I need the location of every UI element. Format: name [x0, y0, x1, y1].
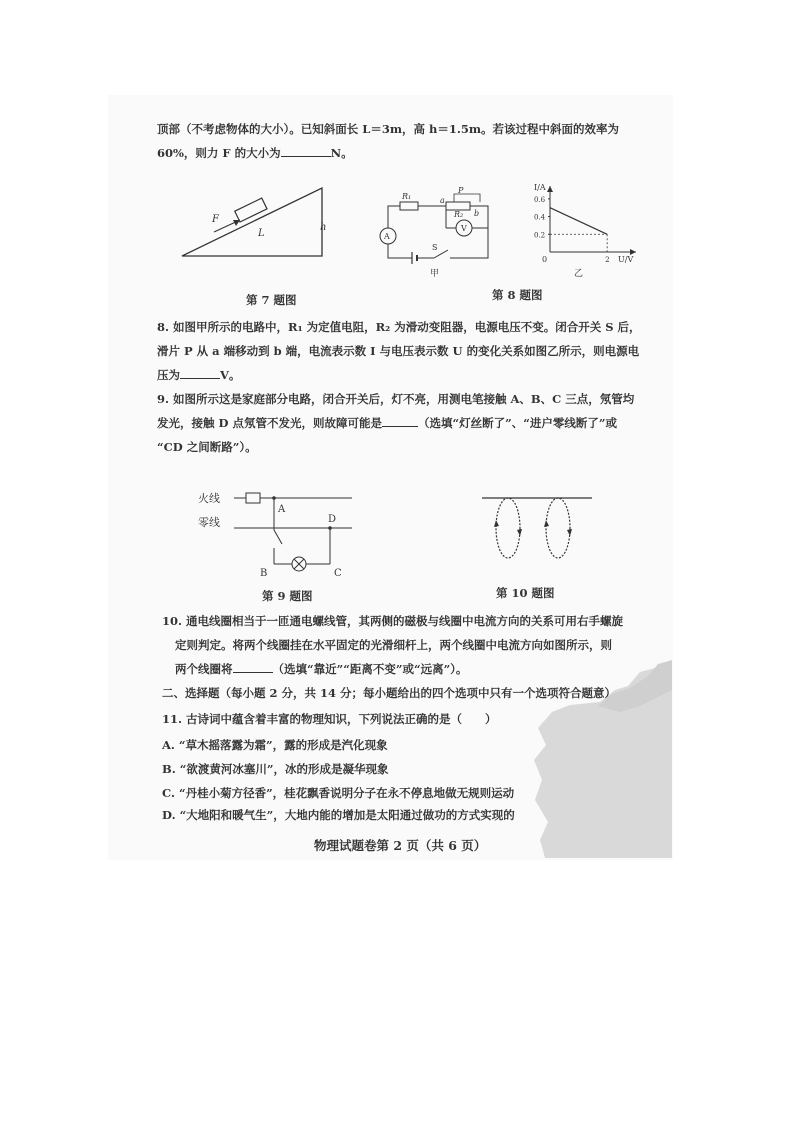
x-tick-label-1: 2 — [605, 256, 610, 264]
q8-line-3 — [157, 368, 240, 382]
q7-line-1: 顶部（不考虑物体的大小）。已知斜面长 L＝3m，高 h＝1.5m。若该过程中斜面的效率为 — [157, 122, 620, 136]
fig8-iu-graph — [532, 182, 640, 278]
q10-line-3 — [175, 662, 467, 676]
svg-text:A: A — [384, 232, 390, 241]
q10-line-1: 10. 通电线圈相当于一匝通电螺线管，其两侧的磁极与线圈中电流方向的关系可用右手螺旋 — [162, 614, 624, 628]
q11-stem: 11. 古诗词中蕴含着丰富的物理知识，下列说法正确的是（ ） — [162, 712, 497, 726]
y-tick-label-1: 0.4 — [534, 213, 546, 222]
q11-option-c[interactable]: C. “丹桂小菊方径香”，桂花飘香说明分子在永不停息地做无规则运动 — [162, 786, 515, 800]
coil-left — [496, 498, 520, 558]
svg-text:R₁: R₁ — [402, 192, 412, 201]
page-footer: 物理试题卷第 2 页（共 6 页） — [314, 838, 487, 853]
q9-answer-blank[interactable] — [382, 416, 418, 427]
fig8-circuit — [372, 186, 502, 278]
fig10-coils — [478, 490, 598, 570]
origin-label: 0 — [542, 255, 548, 264]
fig7-incline — [178, 182, 328, 262]
q9-text-b: （选填“灯丝断了”、“进户零线断了”或 — [417, 416, 617, 430]
q8-line-1: 8. 如图甲所示的电路中，R₁ 为定值电阻，R₂ 为滑动变阻器，电源电压不变。闭合开关 S 后， — [157, 320, 641, 334]
q9-line-3: “CD 之间断路”）。 — [157, 440, 257, 454]
fig10-caption: 第 10 题图 — [496, 586, 555, 600]
q7-answer-blank[interactable] — [281, 146, 331, 157]
x-axis-label: U/V — [618, 255, 634, 264]
y-tick-label-2: 0.2 — [534, 231, 546, 240]
svg-text:b: b — [474, 209, 480, 218]
y-axis-label: I/A — [534, 183, 546, 192]
svg-text:A: A — [278, 504, 286, 515]
svg-text:V: V — [461, 224, 467, 233]
section-2-heading: 二、选择题（每小题 2 分，共 14 分；每小题给出的四个选项中只有一个选项符合题意） — [162, 686, 617, 700]
q8-text-a: 压为 — [157, 368, 180, 382]
svg-text:R₂: R₂ — [454, 210, 464, 219]
svg-text:D: D — [328, 514, 337, 525]
incline-triangle — [182, 188, 322, 256]
block-on-incline — [235, 198, 267, 222]
q11-option-a[interactable]: A. “草木摇落露为霜”，露的形成是汽化现象 — [162, 738, 388, 752]
q7-line-2 — [157, 146, 353, 160]
fig7-caption: 第 7 题图 — [246, 293, 297, 307]
label-huoxian: 火线 — [198, 492, 220, 505]
q10-line-2: 定则判定。将两个线圈挂在水平固定的光滑细杆上，两个线圈中电流方向如图所示，则 — [175, 638, 612, 652]
coil-right — [546, 498, 570, 558]
switch — [274, 530, 282, 544]
rheostat-r2 — [446, 202, 470, 210]
q8-answer-blank[interactable] — [180, 368, 220, 379]
y-tick-label-0: 0.6 — [534, 195, 546, 204]
q7-text-b: N。 — [330, 146, 353, 160]
label-L: L — [258, 228, 265, 239]
label-F: F — [212, 214, 219, 225]
q7-text-a: 60%，则力 F 的大小为 — [157, 146, 281, 160]
svg-text:P: P — [458, 186, 464, 195]
q8-text-b: V。 — [220, 368, 241, 382]
q9-line-1: 9. 如图所示这是家庭部分电路，闭合开关后，灯不亮，用测电笔接触 A、B、C 三点，氖管均 — [157, 392, 635, 406]
svg-text:S: S — [432, 243, 438, 252]
fig8-caption: 第 8 题图 — [492, 288, 543, 302]
svg-text:B: B — [260, 568, 268, 579]
fuse — [246, 493, 260, 503]
q11-option-b[interactable]: B. “欲渡黄河冰塞川”，冰的形成是凝华现象 — [162, 762, 389, 776]
fig9-caption: 第 9 题图 — [262, 589, 313, 603]
label-lingxian: 零线 — [198, 516, 220, 529]
svg-text:C: C — [334, 568, 342, 579]
svg-text:a: a — [440, 196, 445, 205]
q10-text-a: 两个线圈将 — [175, 662, 233, 676]
graph-caption: 乙 — [574, 269, 584, 278]
fig9-household-circuit — [196, 486, 356, 582]
q10-answer-blank[interactable] — [233, 662, 273, 673]
q10-text-b: （选填“靠近”“距离不变”或“远离”）。 — [272, 662, 468, 676]
q9-text-a: 发光，接触 D 点氖管不发光，则故障可能是 — [157, 416, 382, 430]
svg-text:甲: 甲 — [430, 269, 440, 278]
resistor-r1 — [400, 202, 418, 210]
q11-option-d[interactable]: D. “大地阳和暖气生”，大地内能的增加是太阳通过做功的方式实现的 — [162, 808, 515, 822]
label-h: h — [320, 222, 327, 233]
series-line — [550, 208, 607, 235]
q8-line-2: 滑片 P 从 a 端移动到 b 端，电流表示数 I 与电压表示数 U 的变化关系如图乙所示，则电源电 — [157, 344, 640, 358]
q9-line-2 — [157, 416, 617, 430]
